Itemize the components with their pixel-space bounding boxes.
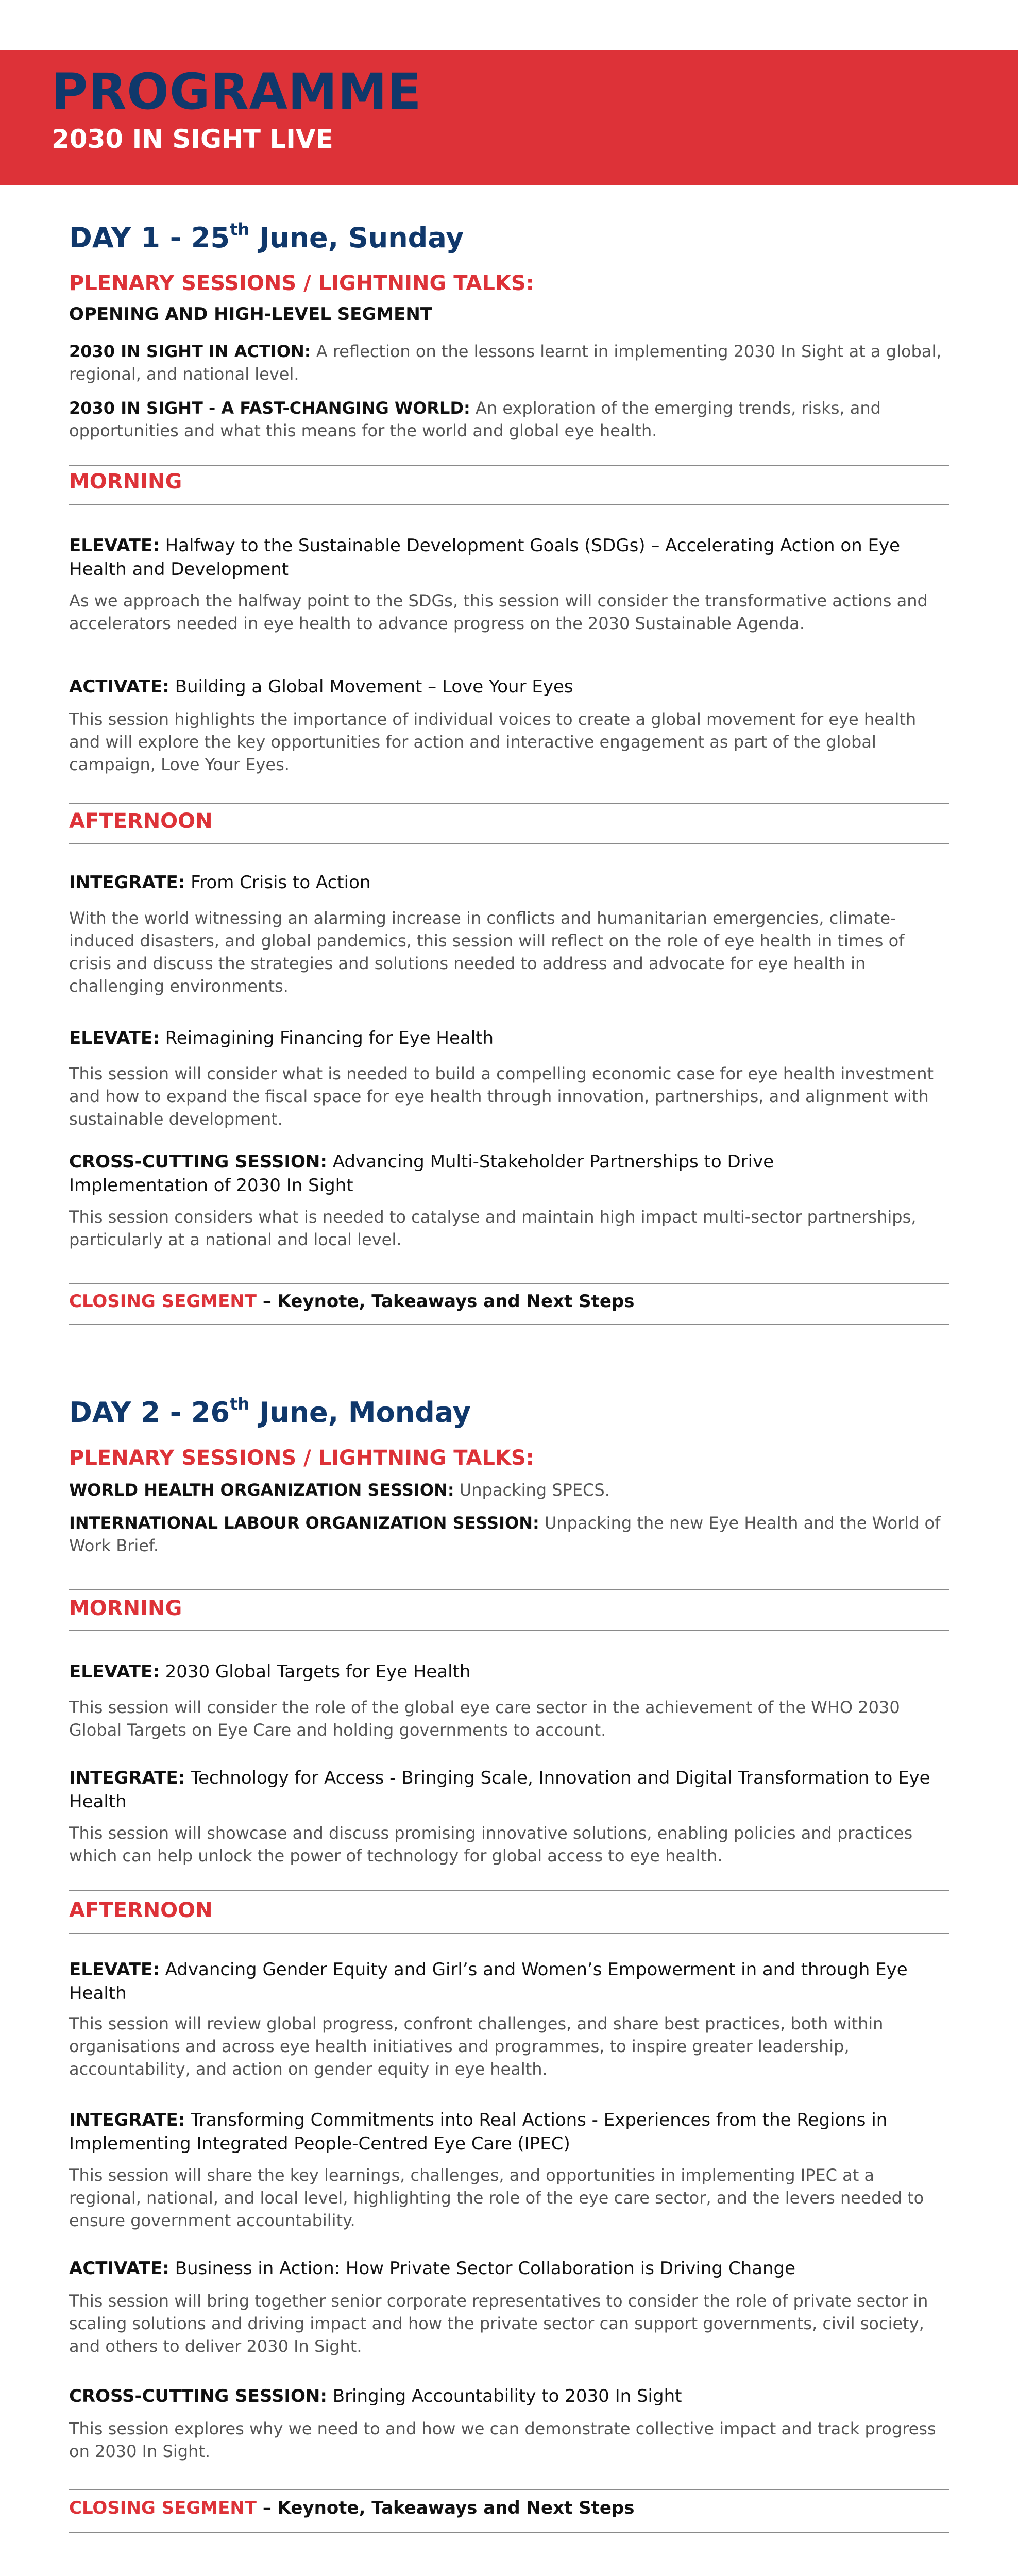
session-description: This session highlights the importance of individual voices to create a global movement for eye health and will explore the key opportunities for action and interactive engagement as part of the global campaign, Love Your Eyes. <box>69 709 917 774</box>
session-title: INTEGRATE: From Crisis to Action <box>69 872 371 893</box>
day1-opening-label: OPENING AND HIGH-LEVEL SEGMENT <box>69 304 433 325</box>
page-title: PROGRAMME <box>52 63 422 121</box>
session-title: INTEGRATE: Technology for Access - Bringing Scale, Innovation and Digital Transformation to Eye Health <box>69 1768 930 1812</box>
day2-item: INTERNATIONAL LABOUR ORGANIZATION SESSION: Unpacking the new Eye Health and the World of Work Brief. <box>69 1513 941 1555</box>
session-description: This session will consider the role of the global eye care sector in the achievement of the WHO 2030 Global Targets on Eye Care and holding governments to account. <box>69 1698 900 1740</box>
session-description: This session will review global progress, confront challenges, and share best practices, both within organisations and across eye health initiatives and programmes, to inspire greater leadership, accountability, and action on gender equity in eye health. <box>69 2014 884 2079</box>
divider <box>69 1890 949 1891</box>
divider <box>69 1283 949 1284</box>
session-description: As we approach the halfway point to the SDGs, this session will consider the transformative actions and accelerators needed in eye health to advance progress on the 2030 Sustainable Agenda. <box>69 591 928 633</box>
session-title: ELEVATE: Advancing Gender Equity and Girl’s and Women’s Empowerment in and through Eye Health <box>69 1959 908 2004</box>
divider <box>69 504 949 505</box>
session-title: CROSS-CUTTING SESSION: Bringing Accountability to 2030 In Sight <box>69 2386 682 2406</box>
day1-heading: DAY 1 - 25th June, Sunday <box>69 219 464 254</box>
session-description: This session will consider what is needed to build a compelling economic case for eye health investment and how to expand the fiscal space for eye health through innovation, partnerships, and alignment with sustainable development. <box>69 1064 934 1129</box>
day2-closing-segment: CLOSING SEGMENT – Keynote, Takeaways and Next Steps <box>69 2498 635 2518</box>
day1-item: 2030 IN SIGHT - A FAST-CHANGING WORLD: An exploration of the emerging trends, risks, and opportunities and what this means for the world and global eye health. <box>69 398 881 440</box>
session-title: ELEVATE: Reimagining Financing for Eye Health <box>69 1028 494 1048</box>
day1-item: 2030 IN SIGHT IN ACTION: A reflection on the lessons learnt in implementing 2030 In Sight at a global, regional, and national level. <box>69 342 942 384</box>
day1-plenary-label: PLENARY SESSIONS / LIGHTNING TALKS: <box>69 272 534 295</box>
day2-afternoon-label: AFTERNOON <box>69 1899 213 1922</box>
divider <box>69 1589 949 1590</box>
divider <box>69 2489 949 2490</box>
session-description: This session will share the key learnings, challenges, and opportunities in implementing IPEC at a regional, national, and local level, highlighting the role of the eye care sector, and the levers needed to ensure government accountability. <box>69 2165 924 2230</box>
session-title: CROSS-CUTTING SESSION: Advancing Multi-Stakeholder Partnerships to Drive Implementation of 2030 In Sight <box>69 1151 774 1196</box>
day1-afternoon-label: AFTERNOON <box>69 809 213 833</box>
session-title: ELEVATE: Halfway to the Sustainable Development Goals (SDGs) – Accelerating Action on Eye Health and Development <box>69 535 900 580</box>
session-description: This session explores why we need to and how we can demonstrate collective impact and track progress on 2030 In Sight. <box>69 2419 936 2461</box>
divider <box>69 803 949 804</box>
divider <box>69 1324 949 1325</box>
divider <box>69 1933 949 1934</box>
page-subtitle: 2030 IN SIGHT LIVE <box>52 124 333 154</box>
day2-heading: DAY 2 - 26th June, Monday <box>69 1394 471 1429</box>
day1-closing-segment: CLOSING SEGMENT – Keynote, Takeaways and Next Steps <box>69 1291 635 1312</box>
header-banner <box>0 50 1018 185</box>
session-title: ACTIVATE: Business in Action: How Private Sector Collaboration is Driving Change <box>69 2258 795 2279</box>
session-title: ACTIVATE: Building a Global Movement – Love Your Eyes <box>69 676 573 697</box>
session-description: This session will bring together senior corporate representatives to consider the role of private sector in scaling solutions and driving impact and how the private sector can support governments, civil society, and others to deliver 2030 In Sight. <box>69 2291 928 2356</box>
divider <box>69 465 949 466</box>
session-title: INTEGRATE: Transforming Commitments into Real Actions - Experiences from the Regions in Implementing Integrated People-Centred Eye Care (IPEC) <box>69 2110 888 2154</box>
divider <box>69 843 949 844</box>
day2-morning-label: MORNING <box>69 1597 182 1620</box>
divider <box>69 1630 949 1631</box>
session-description: With the world witnessing an alarming increase in conflicts and humanitarian emergencies, climate-induced disasters, and global pandemics, this session will reflect on the role of eye health in times of crisis and discuss the strategies and solutions needed to address and advocate for eye health in challenging environments. <box>69 908 905 996</box>
day1-morning-label: MORNING <box>69 470 182 494</box>
session-description: This session will showcase and discuss promising innovative solutions, enabling policies and practices which can help unlock the power of technology for global access to eye health. <box>69 1823 913 1866</box>
day2-item: WORLD HEALTH ORGANIZATION SESSION: Unpacking SPECS. <box>69 1480 610 1500</box>
divider <box>69 2532 949 2533</box>
session-description: This session considers what is needed to catalyse and maintain high impact multi-sector partnerships, particularly at a national and local level. <box>69 1207 917 1249</box>
day2-plenary-label: PLENARY SESSIONS / LIGHTNING TALKS: <box>69 1446 534 1470</box>
session-title: ELEVATE: 2030 Global Targets for Eye Health <box>69 1662 471 1682</box>
